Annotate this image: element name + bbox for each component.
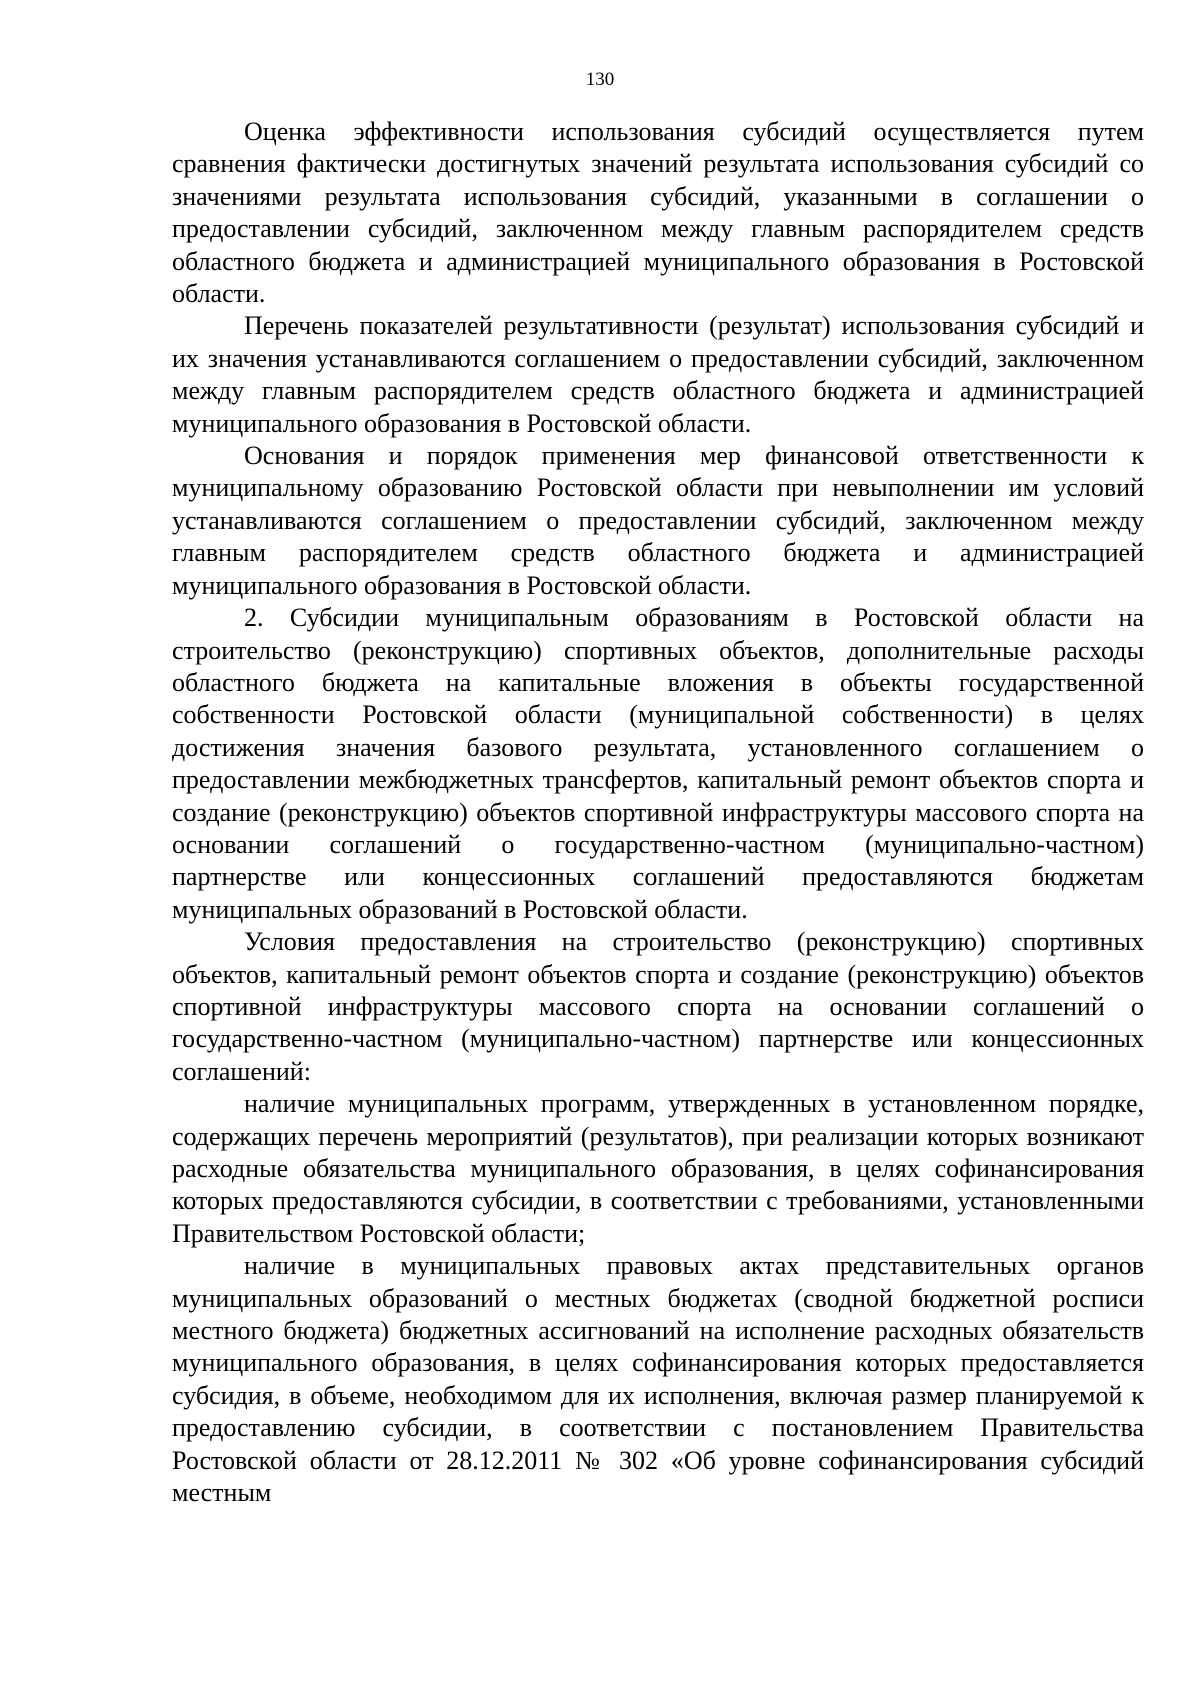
paragraph-condition-budget-allocations: наличие в муниципальных правовых актах представительных органов муниципальных образований о местных бюджетах (сводной бюджетной росписи местного бюджета) бюджетных ассигнований на исполнение расходных обязательств муниципального образования, в целях софинансирования которых предоставляется субсидия, в объеме, необходимом для их исполнения, включая размер планируемой к предоставлению субсидии, в соответствии с постановлением Правительства Ростовской области от 28.12.2011 № 302 «Об уровне софинансирования субсидий местным: [172, 1251, 1144, 1508]
page-number: 130: [585, 69, 615, 90]
paragraph-conditions-intro: Условия предоставления на строительство (реконструкцию) спортивных объектов, капитальный ремонт объектов спорта и создание (реконструкцию) объектов спортивной инфраструктуры массового спорта на основании соглашений о государственно-частном (муниципально-частном) партнерстве или концессионных соглашений:: [172, 927, 1144, 1086]
paragraph-condition-municipal-programs: наличие муниципальных программ, утвержденных в установленном порядке, содержащих перечень мероприятий (результатов), при реализации которых возникают расходные обязательства муниципального образования, в целях софинансирования которых предоставляются субсидии, в соответствии с требованиями, установленными Правительством Ростовской области;: [172, 1089, 1144, 1248]
paragraph-performance-indicators: Перечень показателей результативности (результат) использования субсидий и их значения устанавливаются соглашением о предоставлении субсидий, заключенном между главным распорядителем средств областного бюджета и администрацией муниципального образования в Ростовской области.: [172, 311, 1144, 438]
paragraph-item-2-sports-subsidies: 2. Субсидии муниципальным образованиям в Ростовской области на строительство (реконструкцию) спортивных объектов, дополнительные расходы областного бюджета на капитальные вложения в объекты государственной собственности Ростовской области (муниципальной собственности) в целях достижения значения базового результата, установленного соглашением о предоставлении межбюджетных трансфертов, капитальный ремонт объектов спорта и создание (реконструкцию) объектов спортивной инфраструктуры массового спорта на основании соглашений о государственно-частном (муниципально-частном) партнерстве или концессионных соглашений предоставляются бюджетам муниципальных образований в Ростовской области.: [172, 603, 1144, 924]
paragraph-financial-responsibility: Основания и порядок применения мер финансовой ответственности к муниципальному образованию Ростовской области при невыполнении им условий устанавливаются соглашением о предоставлении субсидий, заключенном между главным распорядителем средств областного бюджета и администрацией муниципального образования в Ростовской области.: [172, 441, 1144, 600]
paragraph-subsidy-efficiency-assessment: Оценка эффективности использования субсидий осуществляется путем сравнения фактически достигнутых значений результата использования субсидий со значениями результата использования субсидий, указанными в соглашении о предоставлении субсидий, заключенном между главным распорядителем средств областного бюджета и администрацией муниципального образования в Ростовской области.: [172, 117, 1144, 309]
document-body: [172, 116, 1144, 1509]
